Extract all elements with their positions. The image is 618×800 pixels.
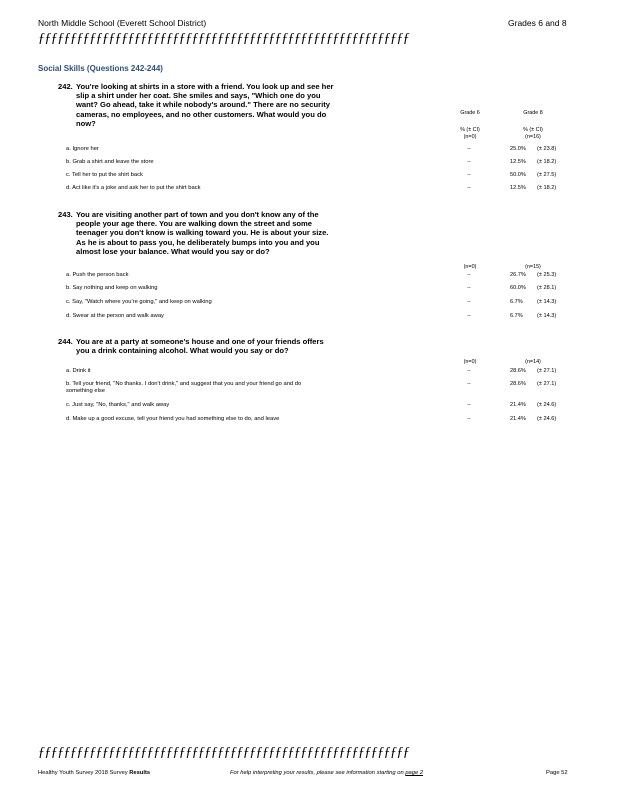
- grade8-ci: (± 27.1): [537, 368, 557, 374]
- header-rule: ƒƒƒƒƒƒƒƒƒƒƒƒƒƒƒƒƒƒƒƒƒƒƒƒƒƒƒƒƒƒƒƒƒƒƒƒƒƒƒƒƒƒƒƒƒƒƒƒƒƒƒƒƒƒƒƒƒƒ: [38, 31, 410, 46]
- footer-help-text: For help interpreting your results, please see information starting on: [230, 770, 404, 776]
- grade6-value: --: [467, 381, 471, 387]
- question-text: You are visiting another part of town and you don't know any of the people your age there. You are walking down the street and some teenager you don't know is walking toward you. He is about your size. As he is about to pass you, he deliberately bumps into you and you almost lose your balance. What would you say or do?: [76, 210, 329, 256]
- grades-label: Grades 6 and 8: [508, 18, 567, 28]
- answer-option: d. Act like it's a joke and ask her to put the shirt back: [66, 185, 201, 191]
- sample-size-grade6: (n=0): [463, 264, 477, 270]
- question-text: You are at a party at someone's house and one of your friends offers you a drink containing alcohol. What would you say or do?: [76, 337, 324, 356]
- answer-option: b. Grab a shirt and leave the store: [66, 159, 154, 165]
- grade8-value: 26.7%: [510, 272, 526, 278]
- answer-option: c. Just say, "No, thanks," and walk away: [66, 402, 170, 408]
- footer-rule: ƒƒƒƒƒƒƒƒƒƒƒƒƒƒƒƒƒƒƒƒƒƒƒƒƒƒƒƒƒƒƒƒƒƒƒƒƒƒƒƒƒƒƒƒƒƒƒƒƒƒƒƒƒƒƒƒƒƒ: [38, 745, 410, 760]
- sample-size-grade6: (n=0): [463, 134, 477, 140]
- question-number: 244.: [58, 337, 73, 346]
- grade6-value: --: [467, 416, 471, 422]
- answer-option: b. Say nothing and keep on walking: [66, 285, 158, 291]
- grade6-value: --: [467, 299, 471, 305]
- answer-option: c. Tell her to put the shirt back: [66, 172, 143, 178]
- grade8-ci: (± 24.6): [537, 416, 557, 422]
- grade8-ci: (± 27.1): [537, 381, 557, 387]
- grade8-ci: (± 23.8): [537, 146, 557, 152]
- sample-size-grade8: (n=16): [525, 134, 541, 140]
- grade8-ci: (± 24.6): [537, 402, 557, 408]
- sample-size-grade6: (n=0): [463, 359, 477, 365]
- grade8-value: 12.5%: [510, 159, 526, 165]
- grade8-value: 25.0%: [510, 146, 526, 152]
- grade8-value: 21.4%: [510, 402, 526, 408]
- answer-option: a. Ignore her: [66, 146, 99, 152]
- grade8-value: 12.5%: [510, 185, 526, 191]
- question-number: 242.: [58, 82, 73, 91]
- answer-option: c. Say, "Watch where you're going," and keep on walking: [66, 299, 212, 305]
- column-subheader-pct8: % (± CI): [523, 127, 543, 133]
- page-number: Page 52: [546, 770, 568, 776]
- column-subheader-pct6: % (± CI): [460, 127, 480, 133]
- grade8-value: 21.4%: [510, 416, 526, 422]
- column-header-grade8: Grade 8: [523, 110, 543, 116]
- grade8-ci: (± 27.5): [537, 172, 557, 178]
- grade6-value: --: [467, 146, 471, 152]
- grade6-value: --: [467, 185, 471, 191]
- answer-option: a. Drink it: [66, 368, 91, 374]
- footer-survey-name: [38, 770, 150, 776]
- grade6-value: --: [467, 285, 471, 291]
- grade8-ci: (± 28.1): [537, 285, 557, 291]
- question-number: 243.: [58, 210, 73, 219]
- school-name: North Middle School (Everett School District): [38, 18, 207, 28]
- grade8-ci: (± 18.2): [537, 159, 557, 165]
- section-title: Social Skills (Questions 242-244): [38, 64, 163, 73]
- grade6-value: --: [467, 313, 471, 319]
- grade6-value: --: [467, 159, 471, 165]
- grade8-value: 6.7%: [510, 313, 523, 319]
- grade8-value: 28.6%: [510, 368, 526, 374]
- grade6-value: --: [467, 368, 471, 374]
- column-header-grade6: Grade 6: [460, 110, 480, 116]
- sample-size-grade8: (n=14): [525, 359, 541, 365]
- footer-help: [230, 770, 423, 776]
- grade8-value: 28.6%: [510, 381, 526, 387]
- grade8-value: 6.7%: [510, 299, 523, 305]
- answer-option: b. Tell your friend, "No thanks. I don't drink," and suggest that you and your friend go and do something else: [66, 381, 302, 395]
- grade6-value: --: [467, 272, 471, 278]
- footer-page-link[interactable]: page 2: [405, 770, 424, 776]
- footer-results: Results: [129, 770, 151, 776]
- grade8-ci: (± 25.3): [537, 272, 557, 278]
- grade8-ci: (± 14.3): [537, 313, 557, 319]
- grade8-value: 60.0%: [510, 285, 526, 291]
- answer-option: d. Make up a good excuse, tell your friend you had something else to do, and leave: [66, 416, 280, 422]
- footer-survey: Healthy Youth Survey 2018 Survey: [38, 770, 128, 776]
- question-text: You're looking at shirts in a store with a friend. You look up and see her slip a shirt under her coat. She smiles and says, "Which one do you want? Go ahead, take it while nobody's around." There are no security cameras, no employees, and no other customers. What would you do now?: [76, 82, 334, 128]
- answer-option: d. Swear at the person and walk away: [66, 313, 164, 319]
- grade8-ci: (± 14.3): [537, 299, 557, 305]
- answer-option: a. Push the person back: [66, 272, 129, 278]
- grade6-value: --: [467, 172, 471, 178]
- grade8-ci: (± 18.2): [537, 185, 557, 191]
- grade6-value: --: [467, 402, 471, 408]
- sample-size-grade8: (n=15): [525, 264, 541, 270]
- grade8-value: 50.0%: [510, 172, 526, 178]
